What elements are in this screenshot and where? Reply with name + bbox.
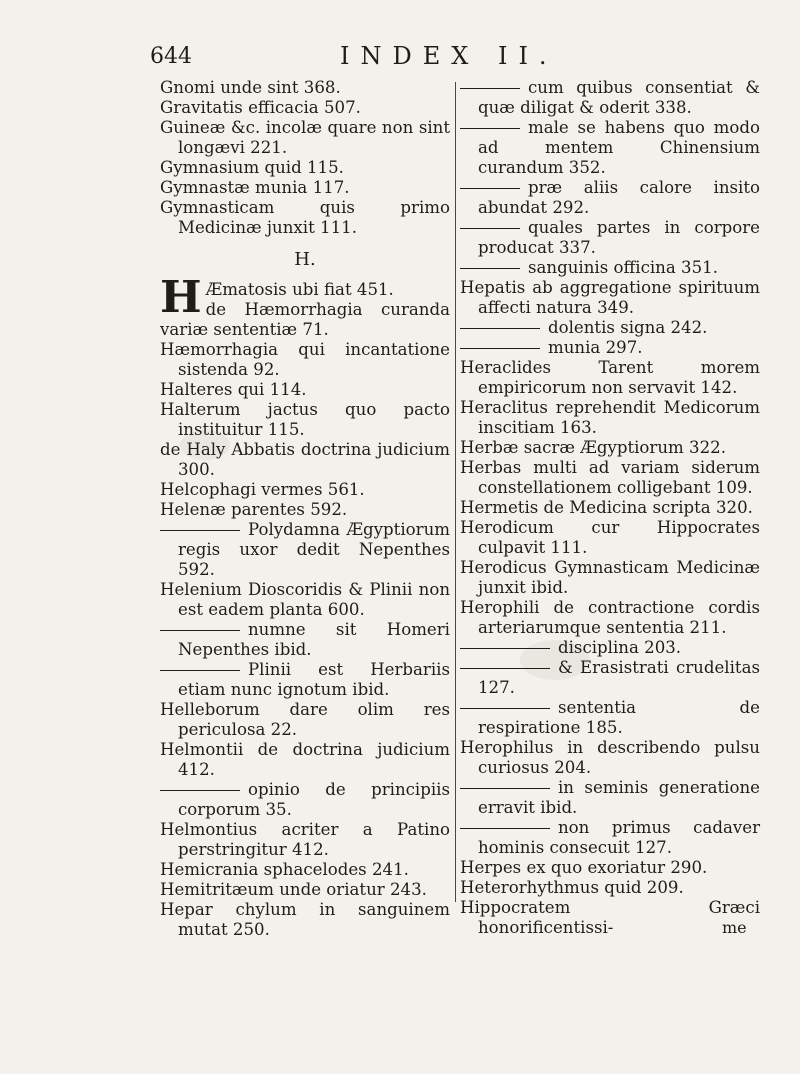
index-entry: Hæmorrhagia qui incantatione sistenda 92. <box>160 340 450 379</box>
index-entry: de Hæmorrhagia curanda variæ sententiæ 71. <box>160 300 450 339</box>
page-number: 644 <box>150 44 192 69</box>
index-entry: Gymnasticam quis primo Medicinæ junxit 111. <box>160 198 450 237</box>
index-entry: Æmatosis ubi fiat 451. <box>205 280 394 299</box>
index-subentry <box>460 218 760 258</box>
left-column <box>160 78 450 940</box>
ditto-dash <box>460 708 550 709</box>
index-entry: Heterorhythmus quid 209. <box>460 878 684 897</box>
index-subentry <box>460 78 760 118</box>
index-entry: Heraclitus reprehendit Medicorum inscitiam 163. <box>460 398 760 437</box>
index-subentry <box>460 698 760 738</box>
subentry-text: disciplina 203. <box>558 638 682 657</box>
index-entry: Heraclides Tarent morem empiricorum non servavit 142. <box>460 358 760 397</box>
index-entry: Herpes ex quo exoriatur 290. <box>460 858 708 877</box>
ditto-dash <box>460 348 540 349</box>
h-first-entry <box>160 280 450 340</box>
ditto-dash <box>160 630 240 631</box>
index-entry: Herodicum cur Hippocrates culpavit 111. <box>460 518 760 557</box>
ditto-dash <box>460 668 550 669</box>
index-entry: Herophilus in describendo pulsu curiosus 204. <box>460 738 760 777</box>
right-column <box>460 78 760 938</box>
index-subentry <box>460 118 760 178</box>
index-entry: Hemicrania sphacelodes 241. <box>160 860 409 879</box>
index-entry: Halterum jactus quo pacto instituitur 115. <box>160 400 450 439</box>
index-entry: Hermetis de Medicina scripta 320. <box>460 498 753 517</box>
index-subentry <box>460 318 760 338</box>
ditto-dash <box>460 88 520 89</box>
subentry-text: & Erasistrati crudelitas 127. <box>478 658 760 697</box>
ditto-dash <box>460 648 550 649</box>
index-entry: Guineæ &c. incolæ quare non sint longævi 221. <box>160 118 450 157</box>
index-entry: Herodicus Gymnasticam Medicinæ junxit ibid. <box>460 558 760 597</box>
ditto-dash <box>460 328 540 329</box>
subentry-text: sententia de respiratione 185. <box>478 698 760 737</box>
index-entry: de Haly Abbatis doctrina judicium 300. <box>160 440 450 479</box>
index-entry: Hepatis ab aggregatione spirituum affecti natura 349. <box>460 278 760 317</box>
index-subentry <box>460 658 760 698</box>
subentry-text: sanguinis officina 351. <box>528 258 718 277</box>
catchword: me <box>722 918 747 937</box>
ditto-dash <box>160 790 240 791</box>
subentry-text: cum quibus consentiat & quæ diligat & oderit 338. <box>478 78 760 117</box>
subentry-text: dolentis signa 242. <box>548 318 708 337</box>
ditto-dash <box>460 228 520 229</box>
index-subentry <box>160 620 450 660</box>
ditto-dash <box>460 188 520 189</box>
subentry-text: non primus cadaver hominis consecuit 127. <box>478 818 760 857</box>
column-divider <box>455 82 456 902</box>
subentry-text: quales partes in corpore producat 337. <box>478 218 760 257</box>
index-subentry <box>460 818 760 858</box>
subentry-text: opinio de principiis corporum 35. <box>178 780 450 819</box>
index-entry: Gymnastæ munia 117. <box>160 178 350 197</box>
drop-cap: H <box>160 280 202 323</box>
index-entry: Helenium Dioscoridis & Plinii non est eadem planta 600. <box>160 580 450 619</box>
ditto-dash <box>160 670 240 671</box>
index-subentry <box>460 338 760 358</box>
index-entry: Halteres qui 114. <box>160 380 307 399</box>
index-entry: Hepar chylum in sanguinem mutat 250. <box>160 900 450 939</box>
index-subentry <box>160 780 450 820</box>
index-entry: Gymnasium quid 115. <box>160 158 344 177</box>
index-entry: Gravitatis efficacia 507. <box>160 98 361 117</box>
subentry-text: male se habens quo modo ad mentem Chinensium curandum 352. <box>478 118 760 177</box>
index-subentry <box>460 778 760 818</box>
index-subentry <box>460 178 760 218</box>
index-subentry <box>460 638 760 658</box>
index-entry: Herophili de contractione cordis arteriarumque sententia 211. <box>460 598 760 637</box>
index-subentry <box>160 520 450 580</box>
index-entry: Helmontius acriter a Patino perstringitur 412. <box>160 820 450 859</box>
ditto-dash <box>460 828 550 829</box>
index-entry: Hemitritæum unde oriatur 243. <box>160 880 427 899</box>
subentry-text: Polydamna Ægyptiorum regis uxor dedit Nepenthes 592. <box>178 520 450 579</box>
subentry-text: præ aliis calore insito abundat 292. <box>478 178 760 217</box>
running-header: INDEX II. <box>340 42 558 70</box>
ditto-dash <box>460 128 520 129</box>
index-entry: Herbæ sacræ Ægyptiorum 322. <box>460 438 726 457</box>
index-entry: Helmontii de doctrina judicium 412. <box>160 740 450 779</box>
index-entry: Hippocratem Græci honorificentissi- <box>460 898 760 937</box>
subentry-text: in seminis generatione erravit ibid. <box>478 778 760 817</box>
index-entry: Helleborum dare olim res periculosa 22. <box>160 700 450 739</box>
index-subentry <box>160 660 450 700</box>
index-entry: Helenæ parentes 592. <box>160 500 348 519</box>
index-entry: Helcophagi vermes 561. <box>160 480 365 499</box>
subentry-text: munia 297. <box>548 338 643 357</box>
ditto-dash <box>460 788 550 789</box>
index-subentry <box>460 258 760 278</box>
subentry-text: numne sit Homeri Nepenthes ibid. <box>178 620 450 659</box>
index-entry: Gnomi unde sint 368. <box>160 78 341 97</box>
subentry-text: Plinii est Herbariis etiam nunc ignotum ibid. <box>178 660 450 699</box>
index-entry: Herbas multi ad variam siderum constellationem colligebant 109. <box>460 458 760 497</box>
section-letter: H. <box>294 249 316 270</box>
ditto-dash <box>160 530 240 531</box>
ditto-dash <box>460 268 520 269</box>
